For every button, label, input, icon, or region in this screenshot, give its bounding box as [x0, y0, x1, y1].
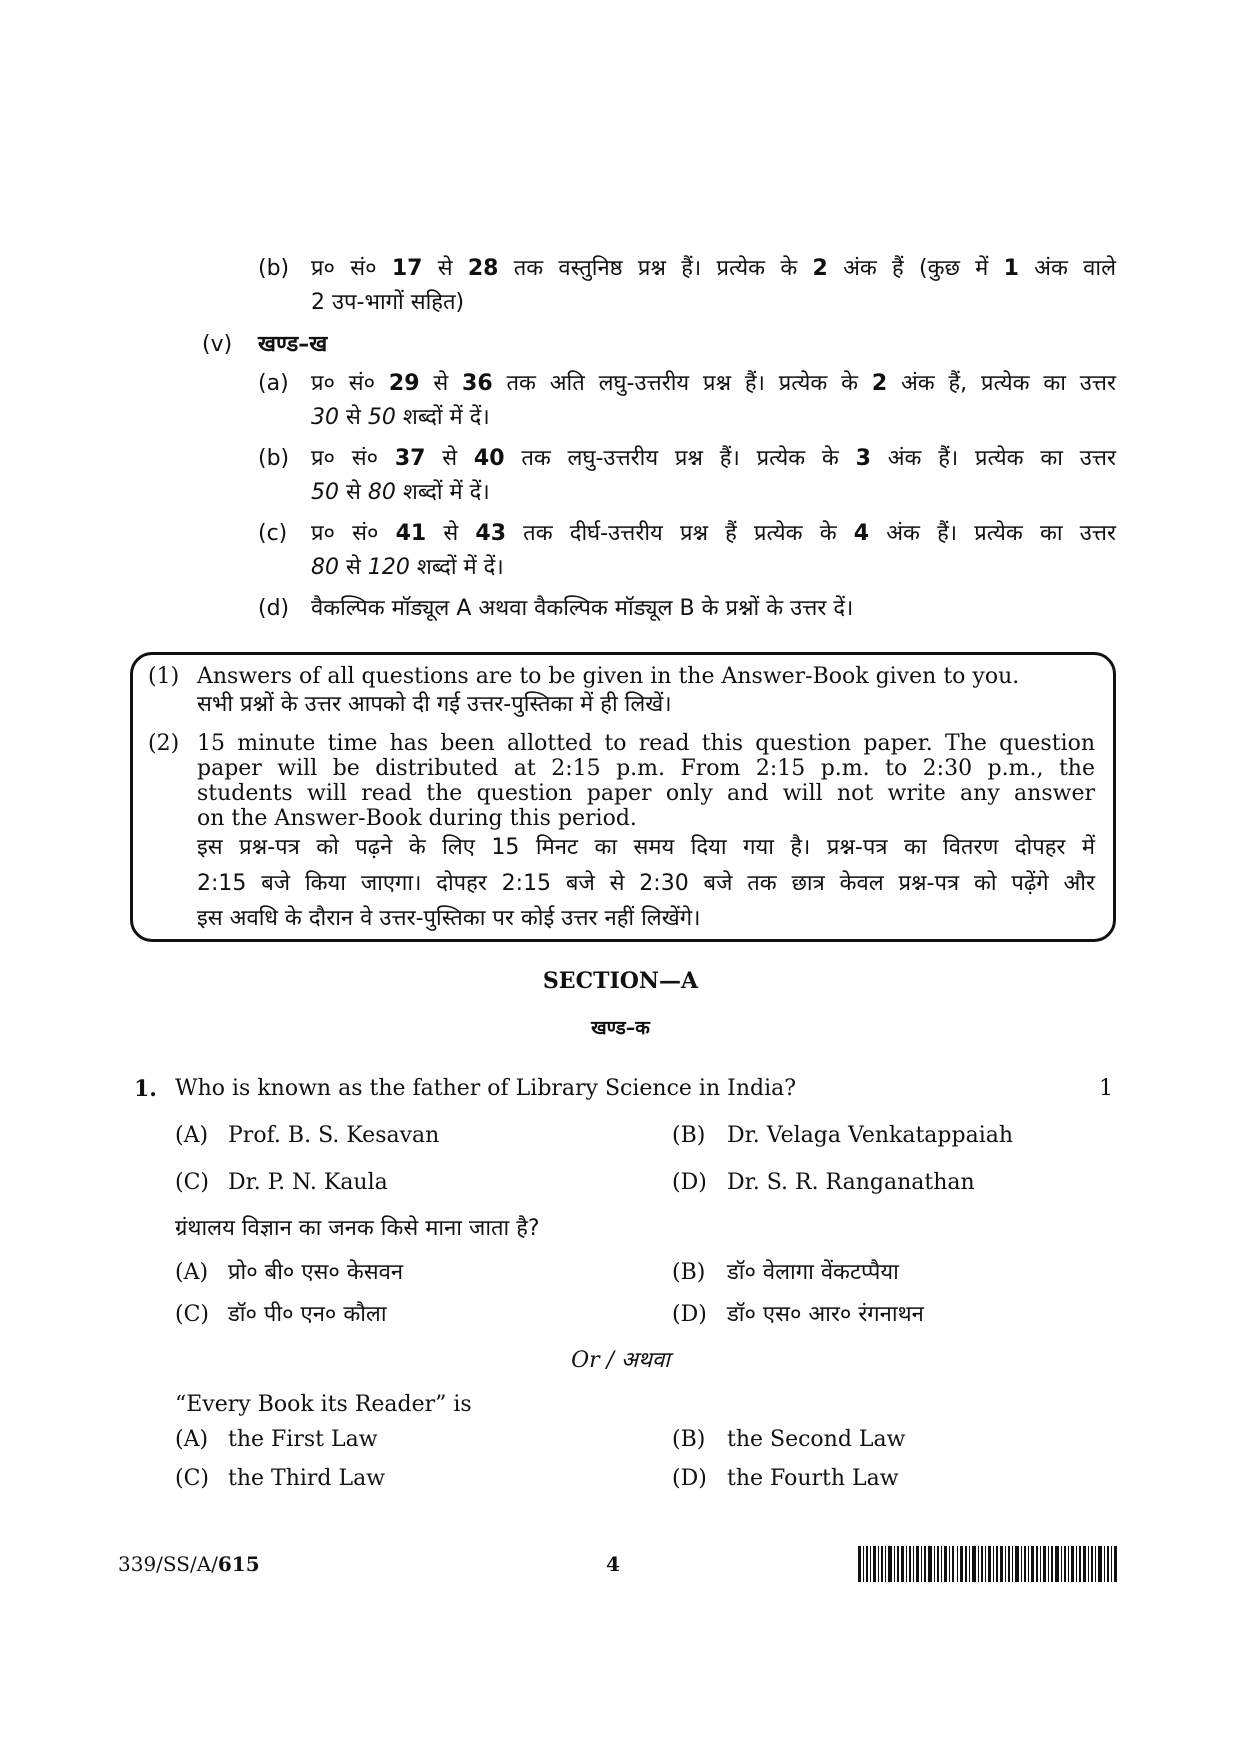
option-key: (A): [175, 1260, 209, 1285]
option-key: (A): [175, 1123, 209, 1148]
section-a-title-hindi: खण्ड–क: [591, 1017, 650, 1039]
note-line: 2:15 बजे किया जाएगा। दोपहर 2:15 बजे से 2:30 बजे तक छात्र केवल प्रश्न-पत्र को पढ़ेंगे और: [197, 871, 1095, 896]
option-text: the Fourth Law: [727, 1466, 899, 1491]
barcode-icon: [858, 1546, 1118, 1582]
or-separator: Or / अथवा: [571, 1348, 670, 1373]
note-line: इस प्रश्न-पत्र को पढ़ने के लिए 15 मिनट का समय दिया गया है। प्रश्न-पत्र का वितरण दोपहर में: [197, 835, 1095, 860]
option-text: डॉ० वेलागा वेंकटप्पैया: [727, 1260, 899, 1285]
note-line: Answers of all questions are to be given in the Answer-Book given to you.: [197, 664, 1020, 689]
instruction-line: 30 से 50 शब्दों में दें।: [311, 405, 490, 430]
note-line: 15 minute time has been allotted to read this question paper. The question: [197, 731, 1095, 756]
option-key: (C): [175, 1302, 209, 1327]
option-key: (A): [175, 1427, 209, 1452]
note-line: इस अवधि के दौरान वे उत्तर-पुस्तिका पर कोई उत्तर नहीं लिखेंगे।: [197, 906, 701, 931]
instruction-line: प्र० सं० 17 से 28 तक वस्तुनिष्ठ प्रश्न हैं। प्रत्येक के 2 अंक हैं (कुछ में 1 अंक वाले: [311, 256, 1116, 281]
question-text-hindi: ग्रंथालय विज्ञान का जनक किसे माना जाता है?: [175, 1216, 540, 1241]
instruction-line: 50 से 80 शब्दों में दें।: [311, 480, 490, 505]
option-text: डॉ० एस० आर० रंगनाथन: [727, 1302, 924, 1327]
option-text: the Third Law: [228, 1466, 386, 1491]
option-text: Dr. S. R. Ranganathan: [727, 1170, 975, 1195]
option-text: the Second Law: [727, 1427, 906, 1452]
instruction-line: वैकल्पिक मॉड्यूल A अथवा वैकल्पिक मॉड्यूल B के प्रश्नों के उत्तर दें।: [311, 596, 854, 621]
section-marker: (v): [202, 332, 233, 357]
instruction-line: प्र० सं० 37 से 40 तक लघु-उत्तरीय प्रश्न हैं। प्रत्येक के 3 अंक हैं। प्रत्येक का उत्तर: [311, 446, 1116, 471]
option-key: (D): [672, 1302, 707, 1327]
question-number: 1.: [134, 1076, 157, 1102]
note-marker: (1): [148, 664, 180, 689]
note-line: paper will be distributed at 2:15 p.m. From 2:15 p.m. to 2:30 p.m., the: [197, 756, 1095, 781]
option-key: (D): [672, 1466, 707, 1491]
option-text: डॉ० पी० एन० कौला: [228, 1302, 387, 1327]
alt-question-text: “Every Book its Reader” is: [175, 1392, 472, 1417]
section-b-title: खण्ड–ख: [258, 332, 328, 357]
option-text: the First Law: [228, 1427, 378, 1452]
item-marker: (d): [258, 596, 290, 621]
note-line: on the Answer-Book during this period.: [197, 806, 637, 831]
paper-code: 339/SS/A/615: [118, 1552, 260, 1576]
option-key: (B): [672, 1427, 706, 1452]
item-marker: (b): [258, 256, 290, 281]
item-marker: (a): [258, 371, 289, 396]
question-marks: 1: [1099, 1076, 1113, 1101]
item-marker: (b): [258, 446, 290, 471]
page-number: 4: [606, 1552, 620, 1576]
option-text: Prof. B. S. Kesavan: [228, 1123, 440, 1148]
option-key: (C): [175, 1466, 209, 1491]
note-marker: (2): [148, 731, 180, 756]
instruction-line: 80 से 120 शब्दों में दें।: [311, 555, 504, 580]
option-text: Dr. Velaga Venkatappaiah: [727, 1123, 1014, 1148]
note-line: सभी प्रश्नों के उत्तर आपको दी गई उत्तर-पुस्तिका में ही लिखें।: [197, 692, 672, 717]
option-key: (D): [672, 1170, 707, 1195]
instruction-line: प्र० सं० 29 से 36 तक अति लघु-उत्तरीय प्रश्न हैं। प्रत्येक के 2 अंक हैं, प्रत्येक का उत्तर: [311, 371, 1116, 396]
option-text: Dr. P. N. Kaula: [228, 1170, 388, 1195]
question-text: Who is known as the father of Library Science in India?: [175, 1076, 797, 1101]
option-key: (B): [672, 1260, 706, 1285]
section-a-title: SECTION—A: [542, 968, 699, 994]
option-key: (B): [672, 1123, 706, 1148]
instruction-line: 2 उप-भागों सहित): [311, 290, 465, 315]
item-marker: (c): [258, 521, 288, 546]
option-text: प्रो० बी० एस० केसवन: [228, 1260, 404, 1285]
note-line: students will read the question paper only and will not write any answer: [197, 781, 1095, 806]
option-key: (C): [175, 1170, 209, 1195]
instruction-line: प्र० सं० 41 से 43 तक दीर्घ-उत्तरीय प्रश्न हैं प्रत्येक के 4 अंक हैं। प्रत्येक का उत्तर: [311, 521, 1116, 546]
